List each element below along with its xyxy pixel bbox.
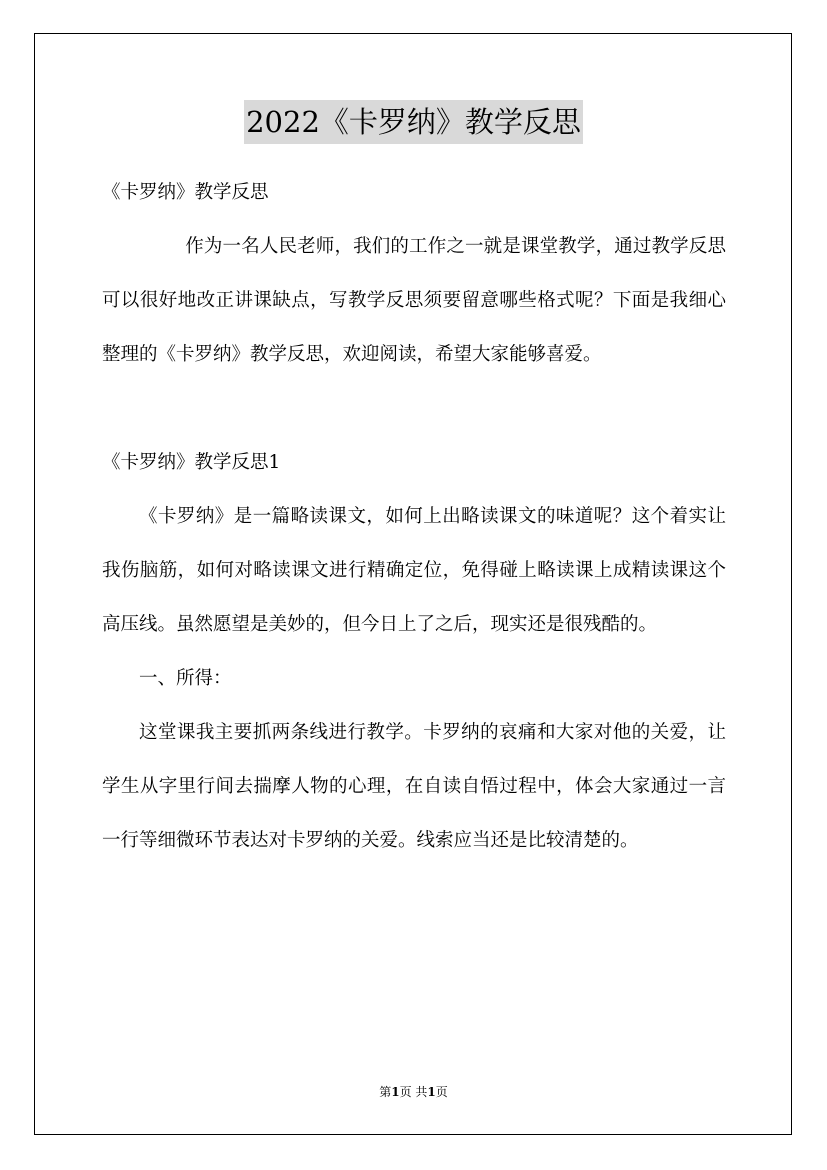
footer-mid: 页 共 <box>399 1085 428 1099</box>
spacer <box>102 382 726 436</box>
document-title: 2022《卡罗纳》教学反思 <box>244 100 583 144</box>
intro-paragraph: 作为一名人民老师，我们的工作之一就是课堂教学，通过教学反思可以很好地改正讲课缺点，写教学反思须要留意哪些格式呢？下面是我细心整理的《卡罗纳》教学反思，欢迎阅读，希望大家能够喜爱。 <box>102 236 726 365</box>
footer-page-number: 1 <box>391 1085 400 1099</box>
section1-title: 《卡罗纳》教学反思1 <box>102 452 281 473</box>
section1-heading: 一、所得： <box>139 668 232 689</box>
footer-prefix: 第 <box>379 1085 392 1099</box>
footer-total-pages: 1 <box>427 1085 436 1099</box>
document-body <box>102 166 726 868</box>
footer-suffix: 页 <box>435 1085 448 1099</box>
page-footer <box>0 1083 827 1100</box>
subtitle: 《卡罗纳》教学反思 <box>102 182 269 203</box>
title-wrap <box>0 100 827 144</box>
section1-paragraph-2: 这堂课我主要抓两条线进行教学。卡罗纳的哀痛和大家对他的关爱，让学生从字里行间去揣摩人物的心理，在自读自悟过程中，体会大家通过一言一行等细微环节表达对卡罗纳的关爱。线索应当还是比较清楚的。 <box>102 722 726 851</box>
section1-paragraph-1: 《卡罗纳》是一篇略读课文，如何上出略读课文的味道呢？这个着实让我伤脑筋，如何对略读课文进行精确定位，免得碰上略读课上成精读课这个高压线。虽然愿望是美妙的，但今日上了之后，现实还是很残酷的。 <box>102 506 726 635</box>
